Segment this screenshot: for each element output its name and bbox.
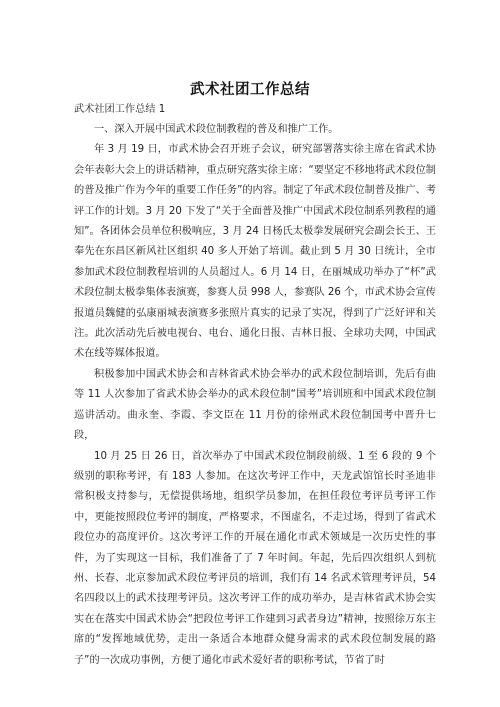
paragraph: 10 月 25 日 26 日，首次举办了中国武术段位制段前级、1 至 6 段的 9 个级别的职称考评，有 183 人参加。在这次考评工作中，天龙武馆馆长时圣迪非常积极支持参与，无偿提供场地，组织学员参加，在担任段位考评员考评工作中，更能按照段位考评的制度，严格要求，不图虚名，不走过场，得到了省武术段位办的高度评价。这次考评工作的开展在通化市武术领域是一次历史性的事件，为了实现这一目标，我们准备了了 7 年时间。年起，先后四次组织人到杭州、长春、北京参加武术段位考评员的培训，我们有 14 名武术管理考评员，54 名四段以上的武术技理考评员。这次考评工作的成功举办，是吉林省武术协会实实在在落实中国武术协会“把段位考评工作建到习武者身边”精神，按照徐万东主席的“发挥地域优势，走出一条适合本地群众健身需求的武术段位制发展的路子”的一次成功事例，方便了通化市武术爱好者的职称考试，节省了时 (74, 450, 436, 666)
paragraph: 年 3 月 19 日，市武术协会召开班子会议，研究部署落实徐主席在省武术协会年表彰大会上的讲话精神，重点研究落实徐主席：“要坚定不移地将武术段位制的普及推广作为今年的重要工作任务”的内容。制定了年武术段位制普及推广、考评工作的计划。3 月 20 下发了“关于全面普及推广中国武术段位制系列教程的通知”。各团体会员单位积极响应，3 月 24 日杨氏太极拳发展研究会副会长王、王奉先在东昌区新风社区组织 40 多人开始了培训。截止到 5 月 30 日统计，全市参加武术段位制教程培训的人员超过人。6 月 14 日，在丽城成功举办了“杯”武术段位制太极拳集体表演赛，参赛人员 998 人，参赛队 26 个，市武术协会宣传报道员魏健的弘康丽城表演赛多张照片真实的记录了实况，得到了广泛好评和关注。此次活动先后被电视台、电台、通化日报、吉林日报、全球功夫网，中国武术在线等媒体报道。 (74, 144, 436, 360)
paragraph: 积极参加中国武术协会和吉林省武术协会举办的武术段位制培训，先后有曲等 11 人次参加了省武术协会举办的武术段位制“国考”培训班和中国武术段位制巡讲活动。曲永奎、李霞、李文臣在 11 月份的徐州武术段位制国考中晋升七段， (74, 368, 436, 442)
paragraph-section-heading: 一、深入开展中国武术段位制教程的普及和推广工作。 (94, 124, 339, 135)
document-body (74, 120, 436, 671)
document-title: 武术社团工作总结 (190, 82, 310, 98)
document-subtitle: 武术社团工作总结 1 (74, 104, 166, 115)
